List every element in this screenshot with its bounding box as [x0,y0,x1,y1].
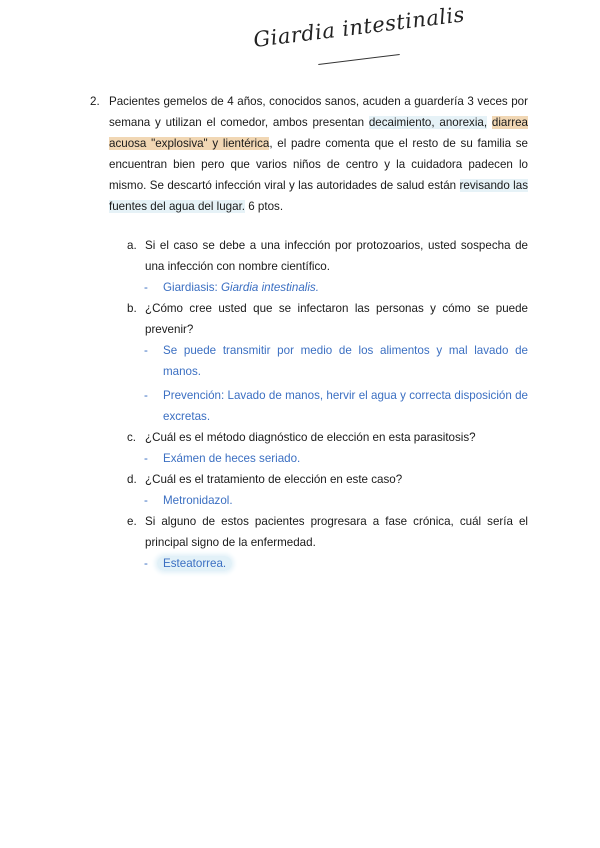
subquestion-a [127,235,528,277]
subquestion-text: ¿Cuál es el tratamiento de elección en este caso? [145,473,403,486]
question-number: 2. [90,95,100,108]
answers-d [127,490,528,511]
subquestion-letter: d. [127,473,137,486]
answer-text: Exámen de heces seriado. [163,452,301,465]
answer-scientific-name: Giardia intestinalis. [221,281,319,294]
subquestion-letter: e. [127,515,137,528]
subquestion-d [127,469,528,490]
highlight-symptoms: decaimiento, anorexia, [368,116,488,129]
answers-b [127,340,528,427]
answer-text: Se puede transmitir por medio de los alimentos y mal lavado de manos. [163,344,528,378]
subquestion-e [127,511,528,553]
highlight-diarrhea: diarrea acuosa "explosiva" y lientérica [109,116,528,150]
answers-e [127,553,528,574]
subquestion-text: ¿Cómo cree usted que se infectaron las personas y cómo se puede prevenir? [145,302,528,336]
answer-item [127,385,528,427]
question-text [109,91,528,217]
answers-a [127,277,528,298]
question-points: 6 ptos. [245,200,284,213]
subquestion-text: Si alguno de estos pacientes progresara a fase crónica, cuál sería el principal signo de la enfermedad. [145,515,528,549]
subquestion-c [127,427,528,448]
subquestion-letter: a. [127,239,137,252]
answer-item [127,553,528,574]
answer-text-highlighted: Esteatorrea. [157,556,232,571]
answer-dash: - [144,494,148,507]
question-text-part-1: Pacientes gemelos de 4 años, conocidos sanos, acuden a guardería 3 veces por semana y utilizan el comedor, ambos presentan [109,95,528,129]
answer-dash: - [144,452,148,465]
answer-item [127,490,528,511]
title-underline [318,54,400,65]
subquestion-letter: c. [127,431,137,444]
answer-item [127,277,528,298]
subquestion-list [127,235,528,574]
highlight-water-sources: revisando las fuentes del agua del lugar. [109,179,528,213]
subquestion-text: ¿Cuál es el método diagnóstico de elección en esta parasitosis? [145,431,476,444]
subquestion-letter: b. [127,302,137,315]
question-2 [90,91,528,217]
answer-dash: - [144,389,148,402]
subquestion-text: Si el caso se debe a una infección por protozoarios, usted sospecha de una infección con nombre científico. [145,239,528,273]
answer-dash: - [144,281,148,294]
handwritten-title: Giardia intestinalis [252,2,467,53]
answer-dash: - [144,344,148,357]
answer-item [127,448,528,469]
answer-text: Giardiasis: [163,281,221,294]
answers-c [127,448,528,469]
answer-text: Prevención: Lavado de manos, hervir el agua y correcta disposición de excretas. [163,389,528,423]
subquestion-b [127,298,528,340]
answer-text: Metronidazol. [163,494,233,507]
answer-item [127,340,528,382]
question-text-part-3: , el padre comenta que el resto de su familia se encuentran bien pero que varios niños de centro y la cuidadora padecen lo mismo. Se descartó infección viral y las autoridades de salud están [109,137,528,192]
answer-dash: - [144,557,148,570]
